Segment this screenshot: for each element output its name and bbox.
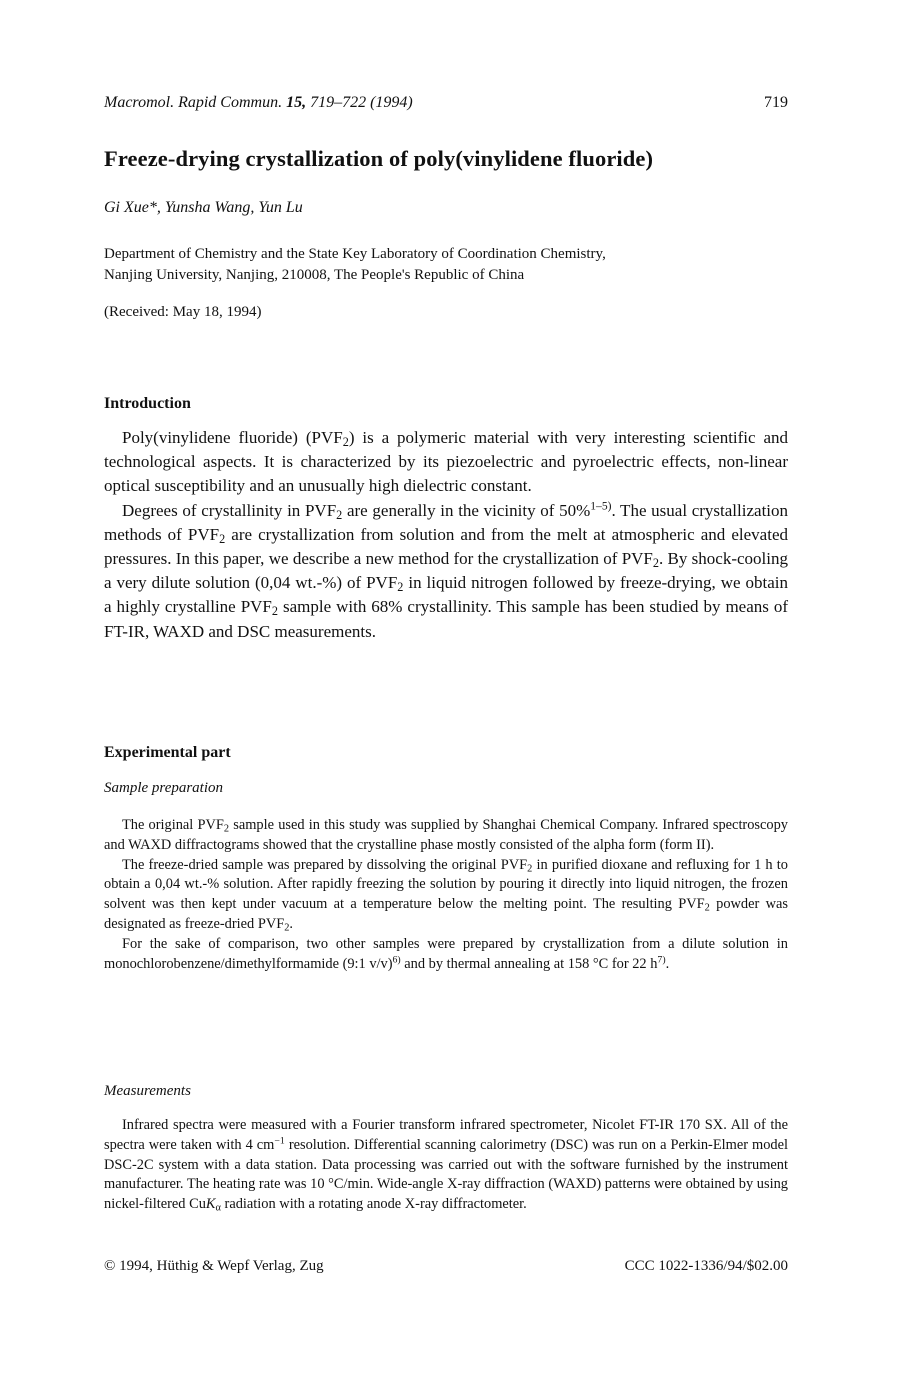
journal-name: Macromol. Rapid Commun. — [104, 94, 283, 111]
sample-preparation-body — [104, 816, 788, 974]
text-run: Degrees of crystallinity in PVF — [122, 500, 337, 520]
paragraph — [104, 426, 788, 499]
section-heading-introduction: Introduction — [104, 395, 191, 412]
subscript: 2 — [284, 922, 290, 934]
page-number: 719 — [764, 94, 788, 111]
subscript: 2 — [336, 507, 343, 522]
reference-marker: 6) — [392, 954, 401, 966]
introduction-body — [104, 426, 788, 644]
text-run: are generally in the vicinity of 50% — [342, 500, 591, 520]
superscript: −1 — [274, 1135, 285, 1147]
subscript: 2 — [397, 580, 404, 595]
text-run: and by thermal annealing at 158 °C for 22 h — [400, 955, 658, 972]
affiliation-line-1: Department of Chemistry and the State Key Laboratory of Coordination Chemistry, — [104, 246, 606, 262]
text-run: Poly(vinylidene fluoride) (PVF — [122, 428, 343, 447]
subsection-heading-measurements: Measurements — [104, 1083, 191, 1099]
text-run: . The usual crystallization methods of PVF — [104, 500, 789, 544]
text-run: . By shock-cooling a very dilute solution (0,04 wt.-%) of PVF — [104, 549, 788, 593]
subscript: 2 — [271, 604, 279, 619]
copyright-notice: © 1994, Hüthig & Wepf Verlag, Zug — [104, 1258, 324, 1274]
text-run: Infrared spectra were measured with a Fourier transform infrared spectrometer, Nicolet FT-IR 170 SX. All of the spectra were taken with 4 cm — [104, 1117, 788, 1153]
text-run: sample with 68% crystallinity. This sample has been studied by means of FT-IR, WAXD and DSC measurements. — [104, 597, 788, 641]
journal-pages-year: 719–722 (1994) — [310, 94, 413, 111]
text-run: For the sake of comparison, two other samples were prepared by crystallization from a dilute solution in monochlorobenzene/dimethylformamide (9:1 v/v) — [104, 935, 788, 972]
paragraph — [104, 856, 788, 935]
text-run: The original PVF — [122, 817, 224, 833]
affiliation — [104, 244, 794, 286]
subscript: 2 — [527, 863, 533, 875]
affiliation-line-2: Nanjing University, Nanjing, 210008, The People's Republic of China — [104, 267, 525, 283]
author-list: Gi Xue*, Yunsha Wang, Yun Lu — [104, 199, 303, 216]
subscript: 2 — [223, 823, 230, 835]
journal-volume: 15, — [286, 94, 307, 111]
subscript: 2 — [704, 902, 710, 914]
received-date: (Received: May 18, 1994) — [104, 304, 262, 320]
paper-title: Freeze-drying crystallization of poly(vinylidene fluoride) — [104, 146, 654, 171]
subscript: 2 — [219, 531, 226, 546]
italic-symbol: K — [205, 1196, 216, 1213]
paragraph — [104, 1116, 788, 1215]
paragraph — [104, 935, 788, 975]
text-run: . — [665, 955, 670, 972]
measurements-body — [104, 1116, 788, 1215]
section-heading-experimental: Experimental part — [104, 744, 231, 761]
subsection-heading-sample-preparation: Sample preparation — [104, 780, 224, 796]
reference-marker: 1–5) — [590, 499, 612, 513]
text-run: powder was designated as freeze-dried PVF — [104, 896, 788, 932]
text-run: are crystallization from solution and from the melt at atmospheric and elevated pressures. In this paper, we describe a new method for the crystallization of PVF — [104, 524, 788, 569]
text-run: radiation with a rotating anode X-ray diffractometer. — [220, 1196, 527, 1213]
journal-citation — [104, 94, 413, 112]
subscript: α — [215, 1202, 221, 1214]
paragraph — [104, 816, 788, 856]
subscript: 2 — [652, 556, 660, 571]
reference-marker: 7) — [657, 954, 666, 966]
ccc-code: CCC 1022-1336/94/$02.00 — [624, 1258, 788, 1274]
text-run: resolution. Differential scanning calorimetry (DSC) was run on a Perkin-Elmer model DSC-2C system with a data station. Data processing was carried out with the software furnished by the instrument manufacturer. The heating rate was 10 °C/min. Wide-angle X-ray diffraction (WAXD) patterns were obtained by using nickel-filtered Cu — [104, 1136, 789, 1213]
paragraph — [104, 499, 788, 644]
text-run: sample used in this study was supplied by Shanghai Chemical Company. Infrared spectroscopy and WAXD diffractograms showed that the crystalline phase mostly consisted of the alpha form (form II). — [104, 817, 788, 853]
text-run: The freeze-dried sample was prepared by dissolving the original PVF — [122, 856, 528, 873]
text-run: in purified dioxane and refluxing for 1 h to obtain a 0,04 wt.-% solution. After rapidly freezing the solution by pouring it directly into liquid nitrogen, the frozen solvent was then kept under vacuum at a temperature below the melting point. The resulting PVF — [104, 856, 788, 913]
subscript: 2 — [342, 435, 349, 450]
text-run: ) is a polymeric material with very interesting scientific and technological aspects. It is characterized by its piezoelectric and pyroelectric effects, non-linear optical susceptibility and an unusually high dielectric constant. — [104, 428, 789, 496]
text-run: . — [289, 915, 294, 932]
text-run: in liquid nitrogen followed by freeze-drying, we obtain a highly crystalline PVF — [104, 573, 788, 617]
